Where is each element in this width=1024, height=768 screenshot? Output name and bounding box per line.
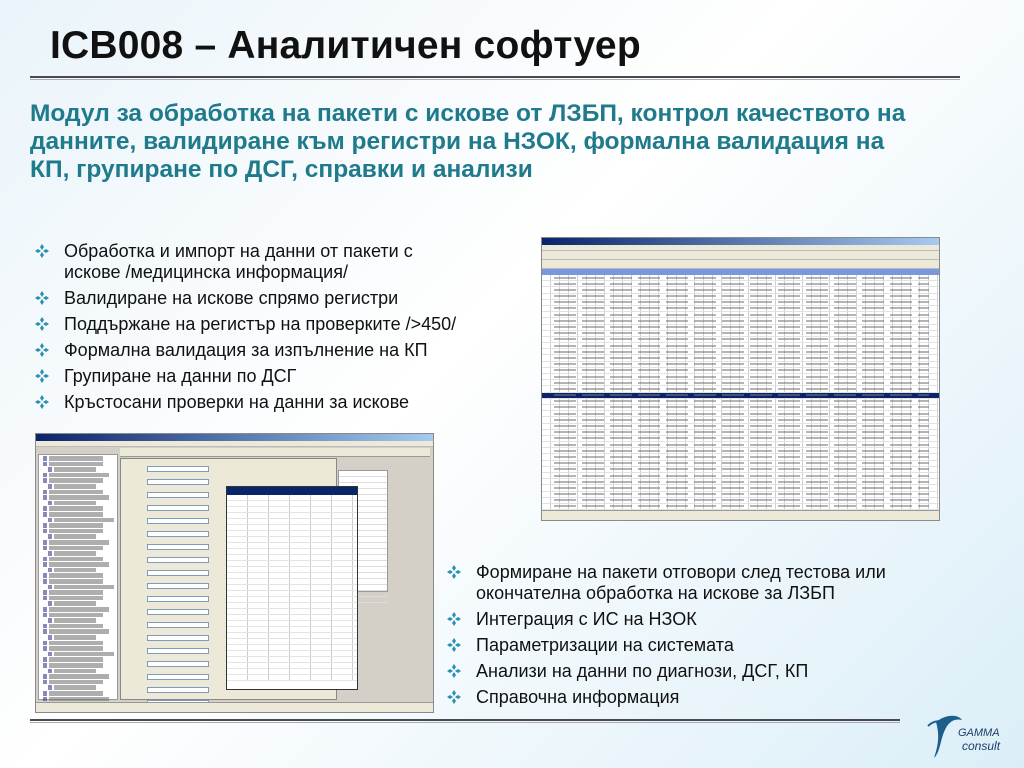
screenshot-row <box>43 596 103 601</box>
diamond-bullet-icon <box>447 638 461 652</box>
list-item <box>445 661 965 682</box>
list-item <box>33 366 473 387</box>
screenshot-row <box>48 518 114 523</box>
screenshot-row <box>147 479 209 485</box>
slide-title: ICB008 – Аналитичен софтуер <box>50 24 641 67</box>
screenshot-row <box>43 473 109 478</box>
list-item <box>445 562 965 604</box>
screenshot-row <box>43 697 109 702</box>
popup-header <box>227 487 357 495</box>
screenshot-tabs <box>120 448 430 457</box>
list-item-text: Поддържане на регистър на проверките />450/ <box>64 314 457 334</box>
list-item-text: Интеграция с ИС на НЗОК <box>476 609 697 629</box>
screenshot-row <box>147 544 209 550</box>
title-divider-shadow <box>30 79 960 80</box>
screenshot-toolbar <box>542 260 939 269</box>
screenshot-row <box>48 669 96 674</box>
screenshot-row <box>43 512 103 517</box>
screenshot-row <box>147 596 209 602</box>
list-item-text: Параметризации на системата <box>476 635 734 655</box>
title-divider <box>30 76 960 78</box>
list-item-text: Формална валидация за изпълнение на КП <box>64 340 428 360</box>
screenshot-row <box>43 590 103 595</box>
claim-form-screenshot <box>35 433 434 713</box>
screenshot-row <box>48 501 96 506</box>
screenshot-row <box>147 674 209 680</box>
screenshot-titlebar <box>36 434 433 441</box>
screenshot-row <box>43 529 103 534</box>
list-item <box>445 609 965 630</box>
list-item <box>445 687 965 708</box>
feature-list-top <box>33 241 473 418</box>
list-item <box>33 288 473 309</box>
screenshot-statusbar <box>36 702 433 712</box>
screenshot-row <box>43 506 103 511</box>
screenshot-row <box>227 675 357 681</box>
screenshot-row <box>43 657 103 662</box>
screenshot-row <box>48 484 96 489</box>
screenshot-row <box>43 624 103 629</box>
list-item <box>33 314 473 335</box>
screenshot-row <box>43 579 103 584</box>
screenshot-navigation-tree <box>38 454 118 700</box>
footer-divider <box>30 719 900 721</box>
screenshot-row <box>147 466 209 472</box>
screenshot-row <box>43 629 109 634</box>
screenshot-row <box>147 557 209 563</box>
list-item <box>33 392 473 413</box>
diamond-bullet-icon <box>35 291 49 305</box>
gamma-consult-logo <box>918 708 1018 763</box>
screenshot-grid <box>542 275 939 510</box>
screenshot-row <box>43 495 109 500</box>
screenshot-row <box>43 540 109 545</box>
screenshot-row <box>48 652 114 657</box>
screenshot-row <box>43 641 103 646</box>
screenshot-row <box>147 687 209 693</box>
screenshot-row <box>43 646 103 651</box>
diamond-bullet-icon <box>35 244 49 258</box>
screenshot-row <box>48 551 96 556</box>
screenshot-row <box>147 492 209 498</box>
list-item <box>33 340 473 361</box>
list-item-text: Анализи на данни по диагнози, ДСГ, КП <box>476 661 809 681</box>
screenshot-row <box>43 557 103 562</box>
list-item-text: Справочна информация <box>476 687 680 707</box>
screenshot-row <box>43 680 103 685</box>
screenshot-row <box>43 546 103 551</box>
screenshot-row <box>147 505 209 511</box>
screenshot-row <box>48 568 96 573</box>
screenshot-row <box>48 635 96 640</box>
screenshot-row <box>43 523 103 528</box>
logo-text-bottom: consult <box>962 739 1001 753</box>
diamond-bullet-icon <box>447 690 461 704</box>
list-item-text: Формиране на пакети отговори след тестова или окончателна обработка на искове за ЛЗБП <box>476 562 886 603</box>
diamond-bullet-icon <box>447 664 461 678</box>
list-item <box>33 241 473 283</box>
screenshot-row <box>43 691 103 696</box>
diamond-bullet-icon <box>35 369 49 383</box>
diamond-bullet-icon <box>447 565 461 579</box>
diamond-bullet-icon <box>35 343 49 357</box>
screenshot-row <box>43 613 103 618</box>
screenshot-row <box>48 601 96 606</box>
list-item-text: Обработка и импорт на данни от пакети с искове /медицинска информация/ <box>64 241 413 282</box>
diamond-bullet-icon <box>35 395 49 409</box>
screenshot-row <box>48 585 114 590</box>
screenshot-titlebar <box>542 238 939 245</box>
screenshot-row <box>43 462 103 467</box>
screenshot-row <box>147 583 209 589</box>
logo-text-top: GAMMA <box>958 727 1000 739</box>
list-item-text: Групиране на данни по ДСГ <box>64 366 297 386</box>
diamond-bullet-icon <box>447 612 461 626</box>
diamond-bullet-icon <box>35 317 49 331</box>
screenshot-row <box>43 573 103 578</box>
screenshot-row <box>43 607 109 612</box>
screenshot-toolbar <box>542 251 939 260</box>
screenshot-row <box>147 518 209 524</box>
screenshot-row <box>147 622 209 628</box>
screenshot-row <box>43 478 103 483</box>
screenshot-row <box>43 490 103 495</box>
claims-grid-screenshot <box>541 237 940 521</box>
footer-divider-shadow <box>30 722 900 723</box>
feature-list-bottom <box>445 562 965 713</box>
list-item-text: Кръстосани проверки на данни за искове <box>64 392 410 412</box>
screenshot-row <box>48 618 96 623</box>
screenshot-row <box>48 467 96 472</box>
screenshot-statusbar <box>542 510 939 520</box>
screenshot-row <box>147 635 209 641</box>
screenshot-row <box>147 661 209 667</box>
screenshot-row <box>147 648 209 654</box>
screenshot-row <box>147 609 209 615</box>
screenshot-row <box>147 570 209 576</box>
screenshot-row <box>43 456 103 461</box>
screenshot-row <box>48 534 96 539</box>
screenshot-row <box>43 663 103 668</box>
screenshot-row <box>48 685 96 690</box>
screenshot-row <box>43 674 109 679</box>
list-item-text: Валидиране на искове спрямо регистри <box>64 288 399 308</box>
screenshot-row <box>147 531 209 537</box>
screenshot-row <box>43 562 109 567</box>
screenshot-lookup-popup <box>226 486 358 690</box>
list-item <box>445 635 965 656</box>
screenshot-menubar <box>36 441 433 447</box>
slide-subtitle: Модул за обработка на пакети с искове от ЛЗБП, контрол качеството на данните, валидиране към регистри на НЗОК, формална валидация на КП, групиране по ДСГ, справки и анализи <box>30 100 906 183</box>
